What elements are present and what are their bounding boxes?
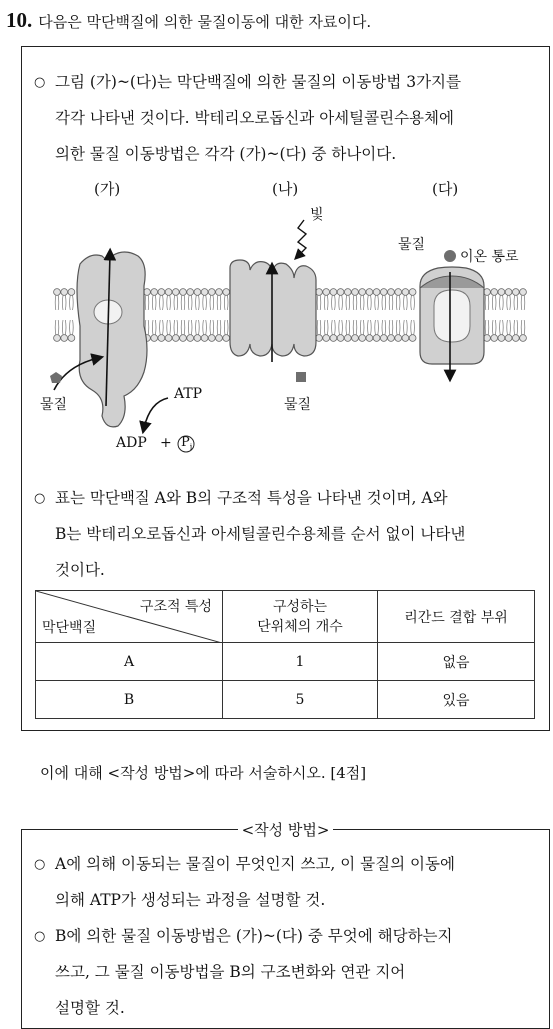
lipid-tail bbox=[339, 295, 340, 310]
lipid-tail bbox=[199, 295, 200, 310]
lipid-head bbox=[194, 335, 201, 342]
lipid-head bbox=[172, 335, 179, 342]
da-substance-label: 물질 bbox=[398, 237, 426, 253]
lipid-tail bbox=[170, 320, 171, 335]
lipid-tail bbox=[500, 320, 501, 335]
lipid-head bbox=[344, 335, 351, 342]
lipid-tail bbox=[324, 295, 325, 310]
lipid-tail bbox=[210, 295, 211, 310]
lipid-tail bbox=[349, 320, 350, 335]
membrane-protein-figure bbox=[40, 176, 532, 460]
lipid-head bbox=[373, 289, 380, 296]
lipid-tail bbox=[382, 320, 383, 335]
lipid-tail bbox=[360, 295, 361, 310]
row-ligand: 없음 bbox=[378, 643, 535, 681]
lipid-tail bbox=[375, 320, 376, 335]
lipid-tail bbox=[375, 295, 376, 310]
col-unit-count-line2: 단위체의 개수 bbox=[257, 618, 343, 635]
lipid-head bbox=[158, 335, 165, 342]
lipid-head bbox=[201, 335, 208, 342]
lipid-head bbox=[61, 289, 68, 296]
lipid-tail bbox=[396, 320, 397, 335]
lipid-head bbox=[498, 335, 505, 342]
col-unit-count-header bbox=[223, 591, 378, 643]
lipid-tail bbox=[152, 320, 153, 335]
lipid-tail bbox=[385, 320, 386, 335]
lipid-head bbox=[409, 335, 416, 342]
pi-subscript: i bbox=[189, 442, 193, 452]
lipid-head bbox=[201, 289, 208, 296]
lipid-tail bbox=[411, 295, 412, 310]
lipid-head bbox=[61, 335, 68, 342]
lipid-tail bbox=[411, 320, 412, 335]
lipid-tail bbox=[152, 295, 153, 310]
lipid-tail bbox=[382, 295, 383, 310]
lipid-head bbox=[402, 289, 409, 296]
lipid-tail bbox=[385, 295, 386, 310]
table-intro-line: 표는 막단백질 A와 B의 구조적 특성을 나타낸 것이며, A와 bbox=[55, 489, 448, 507]
lipid-tail bbox=[167, 320, 168, 335]
lipid-tail bbox=[174, 320, 175, 335]
lipid-tail bbox=[335, 320, 336, 335]
lipid-tail bbox=[65, 295, 66, 310]
lipid-head bbox=[54, 335, 61, 342]
lipid-head bbox=[505, 335, 512, 342]
ga-atp-label: ATP bbox=[174, 386, 203, 402]
lipid-tail bbox=[188, 295, 189, 310]
lipid-tail bbox=[342, 320, 343, 335]
lipid-head bbox=[330, 335, 337, 342]
table-intro-paragraph bbox=[34, 480, 539, 588]
lipid-tail bbox=[507, 295, 508, 310]
lipid-tail bbox=[191, 320, 192, 335]
lipid-tail bbox=[414, 295, 415, 310]
method-item-2 bbox=[34, 918, 539, 1026]
lipid-tail bbox=[327, 320, 328, 335]
lipid-tail bbox=[163, 320, 164, 335]
lipid-tail bbox=[485, 295, 486, 310]
lipid-tail bbox=[349, 295, 350, 310]
lipid-tail bbox=[485, 320, 486, 335]
lipid-tail bbox=[196, 320, 197, 335]
lipid-tail bbox=[353, 295, 354, 310]
method-bullet: ○ bbox=[34, 929, 46, 944]
intro-line: 의한 물질 이동방법은 각각 (가)~(다) 중 하나이다. bbox=[55, 145, 397, 163]
ga-pi-label bbox=[181, 435, 192, 452]
col-ligand-header: 리간드 결합 부위 bbox=[378, 591, 535, 643]
protein-table bbox=[35, 590, 535, 719]
lipid-tail bbox=[517, 295, 518, 310]
lipid-tail bbox=[371, 320, 372, 335]
figure-svg bbox=[40, 176, 532, 460]
lipid-tail bbox=[224, 295, 225, 310]
lipid-head bbox=[165, 289, 172, 296]
lipid-tail bbox=[58, 320, 59, 335]
lipid-tail bbox=[404, 295, 405, 310]
lipid-head bbox=[520, 289, 527, 296]
lipid-tail bbox=[213, 295, 214, 310]
lipid-tail bbox=[507, 320, 508, 335]
lipid-tail bbox=[335, 295, 336, 310]
lipid-tail bbox=[346, 320, 347, 335]
intro-bullet: ○ bbox=[34, 75, 46, 90]
corner-top-label: 구조적 특성 bbox=[139, 599, 212, 615]
lipid-tail bbox=[342, 295, 343, 310]
lipid-head bbox=[491, 335, 498, 342]
table-header-row bbox=[36, 591, 535, 643]
lipid-tail bbox=[148, 295, 149, 310]
row-name: B bbox=[36, 681, 223, 719]
lipid-head bbox=[344, 289, 351, 296]
lipid-head bbox=[388, 335, 395, 342]
lipid-head bbox=[366, 289, 373, 296]
lipid-head bbox=[484, 289, 491, 296]
lipid-tail bbox=[392, 295, 393, 310]
lipid-tail bbox=[371, 295, 372, 310]
lipid-head bbox=[216, 289, 223, 296]
lipid-head bbox=[352, 335, 359, 342]
lipid-head bbox=[512, 335, 519, 342]
lipid-tail bbox=[378, 320, 379, 335]
method-title-wrap bbox=[22, 819, 549, 840]
lipid-tail bbox=[227, 295, 228, 310]
lipid-head bbox=[337, 335, 344, 342]
lipid-head bbox=[316, 335, 323, 342]
lipid-tail bbox=[332, 320, 333, 335]
lipid-head bbox=[373, 335, 380, 342]
substance-marker-square bbox=[296, 372, 306, 382]
lipid-tail bbox=[356, 320, 357, 335]
lipid-tail bbox=[495, 320, 496, 335]
ga-adp-label: ADP bbox=[116, 435, 147, 451]
question-title: 다음은 막단백질에 의한 물질이동에 대한 자료이다. bbox=[38, 13, 372, 31]
lipid-tail bbox=[332, 295, 333, 310]
lipid-tail bbox=[510, 320, 511, 335]
lipid-head bbox=[187, 335, 194, 342]
ga-substance-label: 물질 bbox=[40, 397, 68, 413]
lipid-tail bbox=[346, 295, 347, 310]
table-corner-cell bbox=[36, 591, 223, 643]
corner-bottom-label: 막단백질 bbox=[42, 620, 97, 636]
lipid-tail bbox=[210, 320, 211, 335]
lipid-tail bbox=[396, 295, 397, 310]
lipid-head bbox=[512, 289, 519, 296]
lipid-tail bbox=[389, 320, 390, 335]
intro-line: 그림 (가)~(다)는 막단백질에 의한 물질의 이동방법 3가지를 bbox=[55, 73, 462, 91]
table-row bbox=[36, 681, 535, 719]
lipid-head bbox=[208, 289, 215, 296]
ga-plus-label: + bbox=[160, 435, 172, 451]
lipid-head bbox=[223, 335, 230, 342]
lipid-tail bbox=[181, 320, 182, 335]
lipid-tail bbox=[399, 295, 400, 310]
lipid-tail bbox=[206, 320, 207, 335]
lipid-tail bbox=[62, 320, 63, 335]
panel-ga-protein bbox=[50, 252, 194, 452]
table-intro-line: B는 박테리오로돕신과 아세틸콜린수용체를 순서 없이 나타낸 bbox=[55, 525, 466, 543]
lipid-head bbox=[54, 289, 61, 296]
row-name: A bbox=[36, 643, 223, 681]
na-substance-label: 물질 bbox=[284, 397, 312, 413]
substance-marker-pentagon bbox=[50, 372, 62, 383]
lipid-tail bbox=[378, 295, 379, 310]
lipid-head bbox=[491, 289, 498, 296]
lipid-tail bbox=[503, 295, 504, 310]
lipid-tail bbox=[220, 295, 221, 310]
lipid-tail bbox=[521, 295, 522, 310]
lipid-tail bbox=[317, 295, 318, 310]
lipid-tail bbox=[521, 320, 522, 335]
method-line: 쓰고, 그 물질 이동방법을 B의 구조변화와 연관 지어 bbox=[55, 963, 406, 981]
lipid-tail bbox=[392, 320, 393, 335]
lipid-tail bbox=[160, 295, 161, 310]
lipid-head bbox=[366, 335, 373, 342]
lipid-tail bbox=[213, 320, 214, 335]
panel-label-ga: (가) bbox=[94, 180, 121, 198]
lipid-tail bbox=[320, 320, 321, 335]
method-line: 설명할 것. bbox=[55, 999, 125, 1017]
lipid-tail bbox=[495, 295, 496, 310]
intro-paragraph bbox=[34, 64, 539, 172]
lipid-tail bbox=[320, 295, 321, 310]
lipid-tail bbox=[160, 320, 161, 335]
lipid-tail bbox=[407, 295, 408, 310]
instruction-text: 이에 대해 <작성 방법>에 따라 서술하시오. [4점] bbox=[40, 764, 367, 782]
lipid-tail bbox=[524, 320, 525, 335]
lipid-tail bbox=[488, 295, 489, 310]
da-ion-channel-label: 이온 통로 bbox=[460, 249, 519, 265]
table-row bbox=[36, 643, 535, 681]
lipid-tail bbox=[356, 295, 357, 310]
lipid-tail bbox=[155, 295, 156, 310]
row-ligand: 있음 bbox=[378, 681, 535, 719]
lipid-tail bbox=[324, 320, 325, 335]
question-header bbox=[6, 8, 551, 33]
lipid-tail bbox=[363, 320, 364, 335]
row-count: 1 bbox=[223, 643, 378, 681]
lipid-tail bbox=[73, 295, 74, 310]
method-bullet: ○ bbox=[34, 857, 46, 872]
lipid-tail bbox=[517, 320, 518, 335]
lipid-head bbox=[187, 289, 194, 296]
lipid-head bbox=[337, 289, 344, 296]
lipid-tail bbox=[170, 295, 171, 310]
lipid-tail bbox=[174, 295, 175, 310]
lipid-tail bbox=[55, 295, 56, 310]
lipid-tail bbox=[206, 295, 207, 310]
table-intro-line: 것이다. bbox=[55, 561, 105, 579]
method-line: 의해 ATP가 생성되는 과정을 설명할 것. bbox=[55, 891, 326, 909]
lipid-head bbox=[352, 289, 359, 296]
na-light-label: 빛 bbox=[310, 207, 324, 223]
lipid-head bbox=[520, 335, 527, 342]
lipid-head bbox=[180, 289, 187, 296]
lipid-tail bbox=[224, 320, 225, 335]
lipid-head bbox=[68, 335, 75, 342]
lipid-tail bbox=[188, 320, 189, 335]
lipid-tail bbox=[407, 320, 408, 335]
lipid-tail bbox=[191, 295, 192, 310]
col-unit-count-line1: 구성하는 bbox=[272, 598, 328, 615]
lipid-tail bbox=[399, 320, 400, 335]
lipid-head bbox=[395, 335, 402, 342]
method-line: A에 의해 이동되는 물질이 무엇인지 쓰고, 이 물질의 이동에 bbox=[55, 855, 455, 873]
lipid-tail bbox=[184, 295, 185, 310]
lipid-tail bbox=[227, 320, 228, 335]
pi-letter: P bbox=[181, 435, 190, 450]
lipid-head bbox=[388, 289, 395, 296]
lipid-tail bbox=[503, 320, 504, 335]
table-intro-bullet: ○ bbox=[34, 491, 46, 506]
lipid-head bbox=[180, 335, 187, 342]
lipid-head bbox=[330, 289, 337, 296]
lipid-tail bbox=[414, 320, 415, 335]
lipid-tail bbox=[203, 295, 204, 310]
lipid-tail bbox=[58, 295, 59, 310]
lipid-head bbox=[380, 335, 387, 342]
lipid-tail bbox=[220, 320, 221, 335]
lipid-head bbox=[409, 289, 416, 296]
lipid-head bbox=[395, 289, 402, 296]
lipid-tail bbox=[177, 295, 178, 310]
lipid-tail bbox=[217, 320, 218, 335]
lipid-head bbox=[359, 289, 366, 296]
lipid-head bbox=[165, 335, 172, 342]
lipid-tail bbox=[62, 295, 63, 310]
lipid-head bbox=[158, 289, 165, 296]
lipid-tail bbox=[368, 320, 369, 335]
lipid-tail bbox=[363, 295, 364, 310]
lipid-tail bbox=[203, 320, 204, 335]
lipid-head bbox=[172, 289, 179, 296]
lipid-head bbox=[484, 335, 491, 342]
lipid-tail bbox=[177, 320, 178, 335]
lipid-tail bbox=[65, 320, 66, 335]
lipid-tail bbox=[514, 320, 515, 335]
lipid-head bbox=[316, 289, 323, 296]
lipid-tail bbox=[514, 295, 515, 310]
lipid-head bbox=[68, 289, 75, 296]
lipid-tail bbox=[155, 320, 156, 335]
lipid-tail bbox=[404, 320, 405, 335]
lipid-head bbox=[223, 289, 230, 296]
lipid-head bbox=[505, 289, 512, 296]
lipid-head bbox=[151, 335, 158, 342]
method-line: B에 의한 물질 이동방법은 (가)~(다) 중 무엇에 해당하는지 bbox=[55, 927, 453, 945]
lipid-tail bbox=[492, 320, 493, 335]
lipid-tail bbox=[353, 320, 354, 335]
lipid-head bbox=[359, 335, 366, 342]
lipid-tail bbox=[145, 295, 146, 310]
lipid-tail bbox=[163, 295, 164, 310]
lipid-head bbox=[151, 289, 158, 296]
lipid-tail bbox=[55, 320, 56, 335]
lipid-head bbox=[402, 335, 409, 342]
lipid-head bbox=[194, 289, 201, 296]
lipid-tail bbox=[360, 320, 361, 335]
lipid-tail bbox=[488, 320, 489, 335]
panel-label-da: (다) bbox=[432, 180, 459, 198]
lipid-head bbox=[144, 289, 151, 296]
lipid-tail bbox=[339, 320, 340, 335]
lipid-tail bbox=[73, 320, 74, 335]
lipid-head bbox=[323, 335, 330, 342]
row-count: 5 bbox=[223, 681, 378, 719]
method-title: <작성 방법> bbox=[238, 821, 334, 839]
lipid-tail bbox=[196, 295, 197, 310]
question-number: 10. bbox=[6, 8, 33, 32]
lipid-tail bbox=[389, 295, 390, 310]
lipid-tail bbox=[70, 295, 71, 310]
lipid-tail bbox=[524, 295, 525, 310]
lipid-head bbox=[323, 289, 330, 296]
lipid-head bbox=[380, 289, 387, 296]
lipid-tail bbox=[492, 295, 493, 310]
lipid-tail bbox=[70, 320, 71, 335]
lipid-head bbox=[216, 335, 223, 342]
panel-na-protein bbox=[230, 220, 316, 382]
lipid-tail bbox=[167, 295, 168, 310]
lipid-head bbox=[498, 289, 505, 296]
lipid-tail bbox=[199, 320, 200, 335]
lipid-tail bbox=[510, 295, 511, 310]
panel-label-na: (나) bbox=[272, 180, 299, 198]
lipid-tail bbox=[148, 320, 149, 335]
lipid-tail bbox=[217, 295, 218, 310]
ion-marker bbox=[444, 250, 456, 262]
lipid-tail bbox=[327, 295, 328, 310]
method-item-1 bbox=[34, 846, 539, 918]
panel-da-protein bbox=[420, 250, 484, 376]
lipid-head bbox=[208, 335, 215, 342]
lipid-tail bbox=[500, 295, 501, 310]
lipid-tail bbox=[181, 295, 182, 310]
intro-line: 각각 나타낸 것이다. 박테리오로돕신과 아세틸콜린수용체에 bbox=[55, 109, 454, 127]
lipid-tail bbox=[368, 295, 369, 310]
lipid-tail bbox=[184, 320, 185, 335]
lipid-tail bbox=[317, 320, 318, 335]
